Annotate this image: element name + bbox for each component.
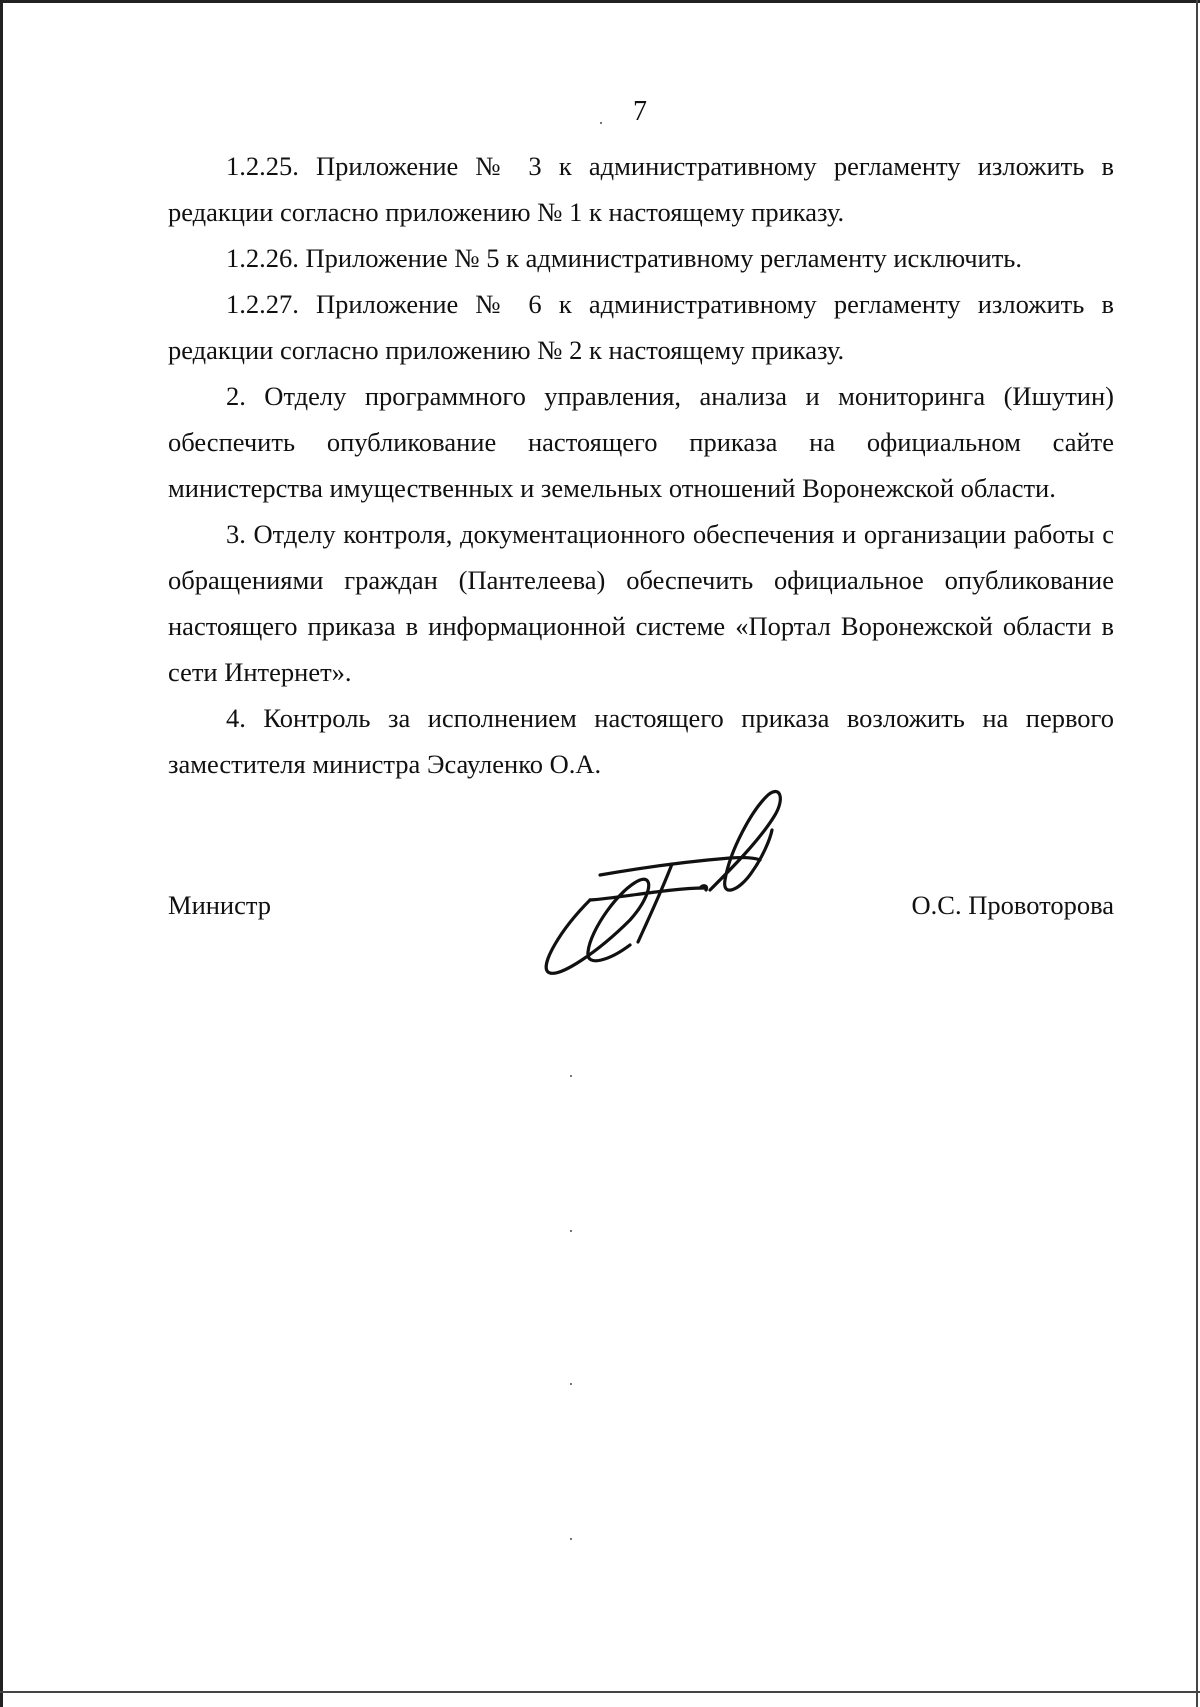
handwritten-signature bbox=[530, 780, 810, 980]
scan-speck bbox=[570, 1383, 572, 1385]
signer-name: О.С. Провоторова bbox=[911, 890, 1114, 920]
scan-speck bbox=[570, 1075, 572, 1077]
scan-border-top bbox=[0, 0, 1200, 3]
scan-speck bbox=[570, 1230, 572, 1232]
paragraph-4: 4. Контроль за исполнением настоящего приказа возложить на первого заместителя министра Эсауленко О.А. bbox=[168, 703, 1114, 779]
paragraph-2: 2. Отделу программного управления, анализа и мониторинга (Ишутин) обеспечить опубликование настоящего приказа на официальном сайте министерства имущественных и земельных отношений Воронежской области. bbox=[168, 381, 1114, 503]
paragraph-1-2-27: 1.2.27. Приложение № 6 к административному регламенту изложить в редакции согласно приложению № 2 к настоящему приказу. bbox=[168, 289, 1114, 365]
paragraph-1-2-26: 1.2.26. Приложение № 5 к административному регламенту исключить. bbox=[226, 243, 1023, 273]
paragraph-3: 3. Отделу контроля, документационного обеспечения и организации работы с обращениями граждан (Пантелеева) обеспечить официальное опубликование настоящего приказа в информационной системе «Портал Воронежской области в сети Интернет». bbox=[168, 519, 1114, 687]
document-body bbox=[168, 143, 1114, 787]
page-number: 7 bbox=[633, 96, 647, 127]
scan-border-left bbox=[0, 0, 3, 1707]
signer-position: Министр bbox=[168, 890, 272, 920]
paragraph-1-2-25: 1.2.25. Приложение № 3 к административному регламенту изложить в редакции согласно приложению № 1 к настоящему приказу. bbox=[168, 151, 1114, 227]
scan-speck bbox=[600, 122, 602, 124]
scan-border-bottom bbox=[0, 1691, 1200, 1693]
scan-speck bbox=[570, 1538, 572, 1540]
scan-border-right bbox=[1196, 0, 1198, 1707]
